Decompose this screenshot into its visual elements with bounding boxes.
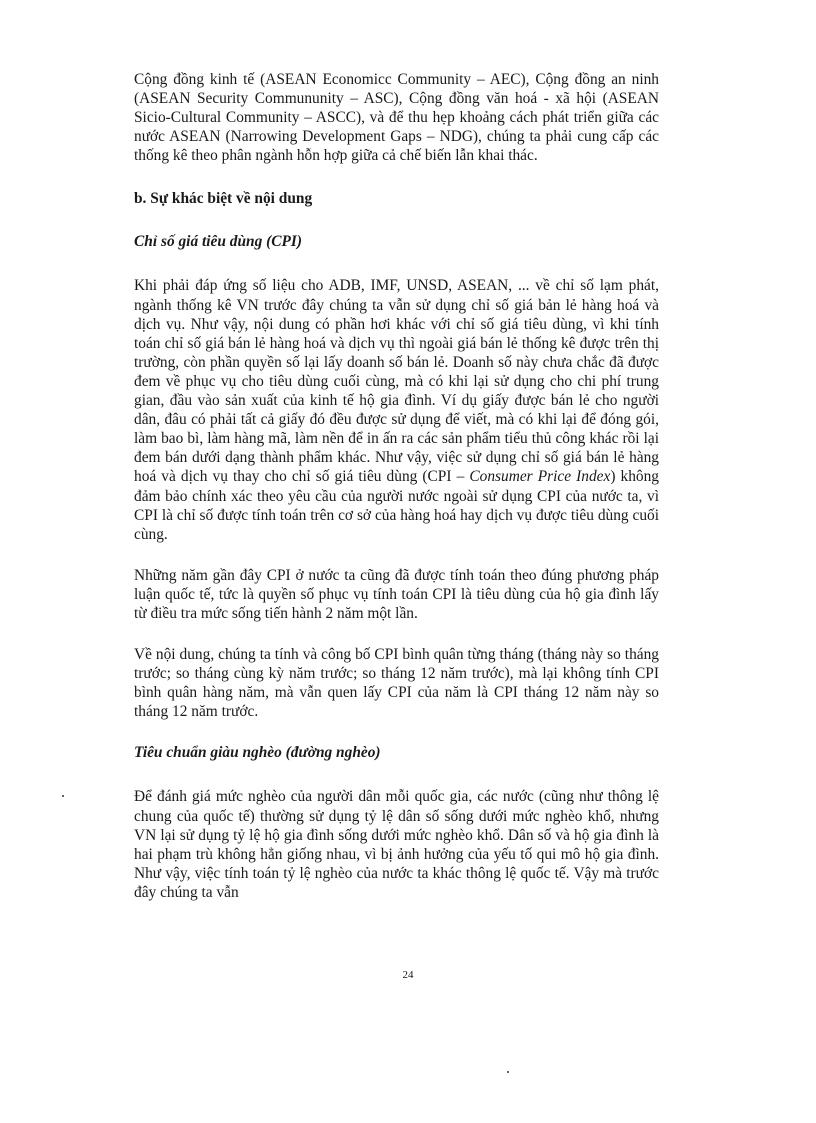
- cpi-paragraph-1-part2: ) không đảm bảo chính xác theo yêu cầu của người nước ngoài sử dụng CPI của nước ta, vì CPI là chỉ số được tính toán trên cơ sở của hàng hoá hay dịch vụ được tiêu dùng cuối cùng.: [134, 468, 659, 543]
- cpi-paragraph-2: Những năm gần đây CPI ở nước ta cũng đã được tính toán theo đúng phương pháp luận quốc tế, tức là quyền số phục vụ tính toán CPI là tiêu dùng của hộ gia đình lấy từ điều tra mức sống tiến hành 2 năm một lần.: [134, 566, 659, 622]
- scan-speck: [507, 1071, 509, 1073]
- cpi-paragraph-3: Về nội dung, chúng ta tính và công bố CPI bình quân từng tháng (tháng này so tháng trước; so tháng cùng kỳ năm trước; so tháng 12 năm trước), mà lại không tính CPI bình quân hàng năm, mà vẫn quen lấy CPI của năm là CPI tháng 12 năm này so tháng 12 năm trước.: [134, 646, 659, 721]
- page-number: 24: [402, 969, 414, 981]
- poverty-paragraph-1: Để đánh giá mức nghèo của người dân mỗi quốc gia, các nước (cũng như thông lệ chung của quốc tế) thường sử dụng tỷ lệ dân số sống dưới mức nghèo khổ, nhưng VN lại sử dụng tỷ lệ hộ gia đình sống dưới mức nghèo khổ. Dân số và hộ gia đình là hai phạm trù không hẳn giống nhau, vì bị ảnh hưởng của yếu tố qui mô hộ gia đình. Như vậy, việc tính toán tỷ lệ nghèo của nước ta khác thông lệ quốc tế. Vậy mà trước đây chúng ta vẫn: [134, 788, 659, 901]
- cpi-paragraph-1-part1: Khi phải đáp ứng số liệu cho ADB, IMF, UNSD, ASEAN, ... về chỉ số lạm phát, ngành thống kê VN trước đây chúng ta vẫn sử dụng chỉ số giá bản lẻ hàng hoá và dịch vụ. Như vậy, nội dung có phần hơi khác với chỉ số giá tiêu dùng, vì khi tính toán chỉ số giá bán lẻ hàng hoá và dịch vụ thì ngoài giá bán lẻ thống kê được trên thị trường, còn phần quyền số lại lấy doanh số bán lẻ. Doanh số này chưa chắc đã được đem về phục vụ cho tiêu dùng cuối cùng, mà có khi lại sử dụng cho chi phí trung gian, đầu vào sản xuất của kinh tế hộ gia đình. Ví dụ giấy được bán lẻ cho người dân, đâu có phải tất cả giấy đó đều được sử dụng để viết, mà có khi lại để đóng gói, làm bao bì, làm hàng mã, làm nền để in ấn ra các sản phẩm tiểu thủ công khác rồi lại đem bán dưới dạng thành phẩm khác. Như vậy, việc sử dụng chỉ số giá bán lẻ hàng hoá và dịch vụ thay cho chỉ số giá tiêu dùng (CPI –: [134, 277, 659, 486]
- cpi-paragraph-1-italic: Consumer Price Index: [469, 468, 611, 486]
- scan-speck: [62, 795, 64, 797]
- cpi-paragraph-1: [134, 276, 659, 543]
- intro-paragraph: Cộng đồng kinh tế (ASEAN Economicc Community – AEC), Cộng đồng an ninh (ASEAN Security Commununity – ASC), Cộng đồng văn hoá - xã hội (ASEAN Sicio-Cultural Community – ASCC), và để thu hẹp khoảng cách phát triển giữa các nước ASEAN (Narrowing Development Gaps – NDG), chúng ta phải cung cấp các thống kê theo phân ngành hỗn hợp giữa cả chế biến lẫn khai thác.: [134, 71, 659, 165]
- document-body: [134, 70, 659, 902]
- section-b-heading: b. Sự khác biệt về nội dung: [134, 190, 313, 208]
- poverty-heading: Tiêu chuẩn giàu nghèo (đường nghèo): [134, 744, 381, 762]
- cpi-heading: Chỉ số giá tiêu dùng (CPI): [134, 233, 303, 251]
